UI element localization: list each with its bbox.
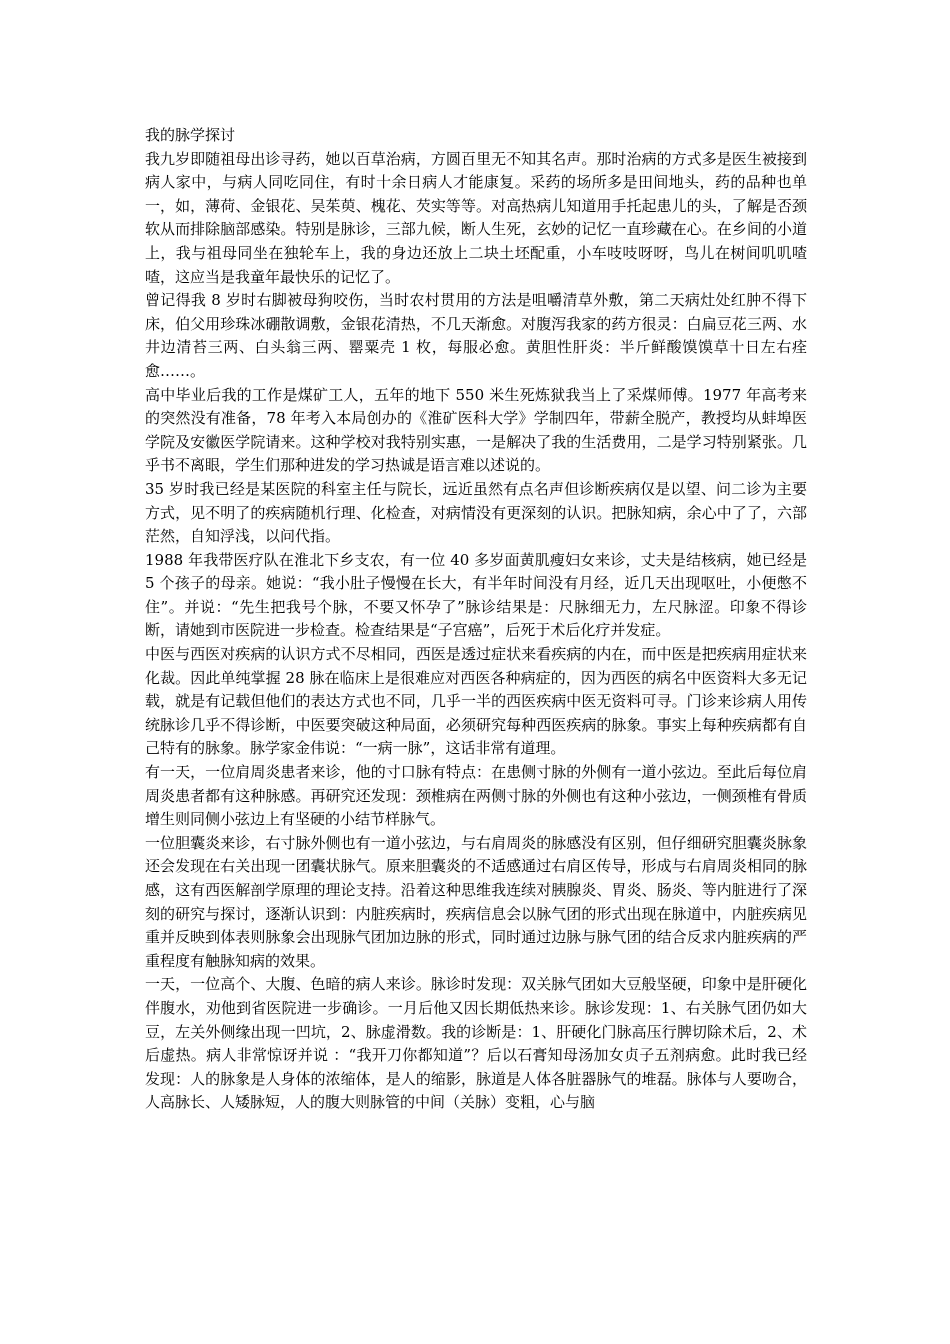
paragraph-coal-miner: 高中毕业后我的工作是煤矿工人，五年的地下 550 米生死炼狱我当上了采煤师傅。1977 年高考来的突然没有准备，78 年考入本局创办的《淮矿医科大学》学制四年，带薪全脱产，教授均从蚌埠医学院及安徽医学院请来。这种学校对我特别实惠，一是解决了我的生活费用，二是学习特别紧张。几乎书不离眼，学生们那种进发的学习热诚是语言难以述说的。 (145, 385, 807, 475)
paragraph-age-35: 35 岁时我已经是某医院的科室主任与院长，远近虽然有点名声但诊断疾病仅是以望、问二诊为主要方式，见不明了的疾病随机行理、化检查，对病情没有更深刻的认识。把脉知病，余心中了了，六部茫然，自知浮浅，以问代指。 (145, 479, 807, 546)
paragraph-shoulder: 有一天，一位肩周炎患者来诊，他的寸口脉有特点：在患侧寸脉的外侧有一道小弦边。至此后每位肩周炎患者都有这种脉感。再研究还发现：颈椎病在两侧寸脉的外侧也有这种小弦边，一侧颈椎有骨质增生则同侧小弦边上有坚硬的小结节样脉气。 (145, 763, 807, 829)
paragraph-cirrhosis: 一天，一位高个、大腹、色暗的病人来诊。脉诊时发现：双关脉气团如大豆般坚硬，印象中是肝硬化伴腹水，劝他到省医院进一步确诊。一月后他又因长期低热来诊。脉诊发现：1、右关脉气团仍如大豆，左关外侧缘出现一凹坑，2、脉虚滑数。我的诊断是：1、肝硬化门脉高压行脾切除术后，2、术后虚热。病人非常惊讶并说 ：“我开刀你都知道”？后以石膏知母汤加女贞子五剂病愈。此时我已经发现：人的脉象是人身体的浓缩体，是人的缩影，脉道是人体各脏器脉气的堆磊。脉体与人要吻合，人高脉长、人矮脉短，人的腹大则脉管的中间（关脉）变粗，心与脑 (145, 975, 807, 1112)
paragraph-dog-bite: 曾记得我 8 岁时右脚被母狗咬伤，当时农村贯用的方法是咀嚼清草外敷，第二天病灶处红肿不得下床，伯父用珍珠冰硼散调敷，金银花清热，不几天渐愈。对腹泻我家的药方很灵：白扁豆花三两、水井边清苔三两、白头翁三两、罂粟壳 1 枚，每服必愈。黄胆性肝炎：半斤鲜酸馍馍草十日左右痊愈……。 (145, 291, 807, 380)
paragraph-1988: 1988 年我带医疗队在淮北下乡支农，有一位 40 多岁面黄肌瘦妇女来诊，丈夫是结核病，她已经是 5 个孩子的母亲。她说：“我小肚子慢慢在长大，有半年时间没有月经，近几天出现呕吐，小便憋不住”。并说：“先生把我号个脉，不要又怀孕了”脉诊结果是：尺脉细无力，左尺脉涩。印象不得诊断，请她到市医院进一步检查。检查结果是“子宫癌”，后死于术后化疗并发症。 (145, 550, 807, 640)
paragraph-gallbladder: 一位胆囊炎来诊，右寸脉外侧也有一道小弦边，与右肩周炎的脉感没有区别，但仔细研究胆囊炎脉象还会发现在右关出现一团囊状脉气。原来胆囊炎的不适感通过右肩区传导，形成与右肩周炎相同的脉感，这有西医解剖学原理的理论支持。沿着这种思维我连续对胰腺炎、胃炎、肠炎、等内脏进行了深刻的研究与探讨，逐渐认识到：内脏疾病时，疾病信息会以脉气团的形式出现在脉道中，内脏疾病见重并反映到体表则脉象会出现脉气团加边脉的形式，同时通过边脉与脉气团的结合反求内脏疾病的严重程度有触脉知病的效果。 (145, 833, 807, 970)
document-page (145, 124, 807, 1115)
paragraph-tcm-vs-western: 中医与西医对疾病的认识方式不尽相同，西医是透过症状来看疾病的内在，而中医是把疾病用症状来化裁。因此单纯掌握 28 脉在临床上是很难应对西医各种病症的，因为西医的病名中医资料大多无记载，就是有记载但他们的表达方式也不同，几乎一半的西医疾病中医无资料可寻。门诊来诊病人用传统脉诊几乎不得诊断，中医要突破这种局面，必须研究每种西医疾病的脉象。事实上每种疾病都有自己特有的脉象。脉学家金伟说：“一病一脉”，这话非常有道理。 (145, 645, 807, 758)
paragraph-childhood: 我九岁即随祖母出诊寻药，她以百草治病，方圆百里无不知其名声。那时治病的方式多是医生被接到病人家中，与病人同吃同住，有时十余日病人才能康复。采药的场所多是田间地头，药的品种也单一，如，薄荷、金银花、吴茱萸、槐花、芡实等等。对高热病儿知道用手托起患儿的头，了解是否颈软从而排除脑部感染。特别是脉诊，三部九候，断人生死，玄妙的记忆一直珍藏在心。在乡间的小道上，我与祖母同坐在独轮车上，我的身边还放上二块土坯配重，小车吱吱呀呀，鸟儿在树间叽叽喳喳，这应当是我童年最快乐的记忆了。 (145, 149, 807, 286)
document-title: 我的脉学探讨 (145, 126, 236, 144)
